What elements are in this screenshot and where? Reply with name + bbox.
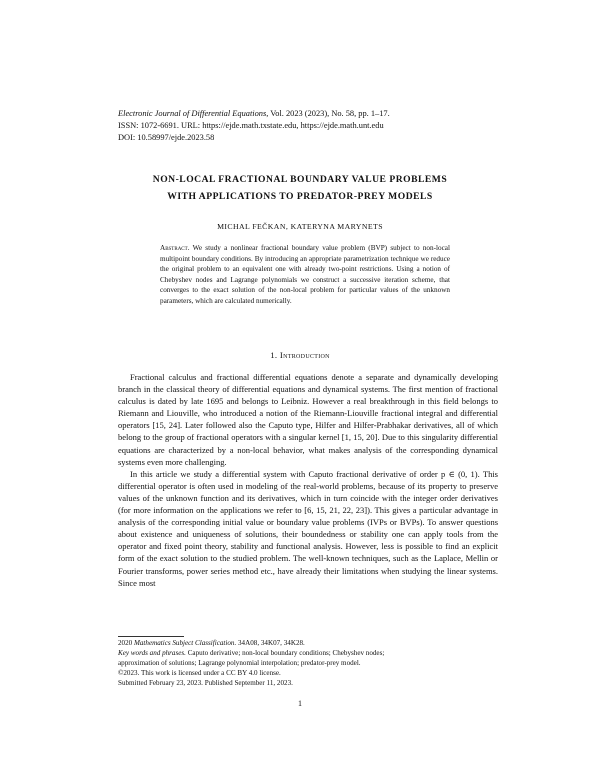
msc-codes: 34A08, 34K07, 34K28. <box>236 639 305 647</box>
section-heading <box>90 350 510 360</box>
msc-label: Mathematics Subject Classification. <box>133 639 237 647</box>
journal-citation: , Vol. 2023 (2023), No. 58, pp. 1–17. <box>266 109 390 118</box>
keywords-label: Key words and phrases. <box>118 649 186 658</box>
doi-line: DOI: 10.58997/ejde.2023.58 <box>118 133 215 143</box>
keywords-line-2: approximation of solutions; Lagrange polynomial interpolation; predator-prey model. <box>118 659 361 668</box>
page-number: 1 <box>298 699 302 708</box>
abstract-text: We study a nonlinear fractional boundary value problem (BVP) subject to non-local multipoint boundary conditions. By introducing an appropriate parametrization technique we reduce the original problem to an equivalent one with already two-point restrictions. Using a notion of Chebyshev nodes and Lagrange polynomials we construct a successive iteration scheme, that converges to the exact solution of the non-local problem for particular values of the unknown parameters, which are calculated numerically. <box>160 244 450 305</box>
copyright-footnote: ©2023. This work is licensed under a CC BY 4.0 license. <box>118 669 281 678</box>
keywords-footnote <box>118 648 498 658</box>
abstract-label: Abstract. <box>160 244 190 252</box>
msc-year: 2020 <box>118 639 134 647</box>
footnotes <box>118 638 498 688</box>
journal-header <box>118 108 498 145</box>
journal-citation-line <box>118 108 498 120</box>
journal-name: Electronic Journal of Differential Equations <box>118 109 267 118</box>
section-title: Introduction <box>279 350 330 360</box>
msc-footnote <box>118 638 498 648</box>
keywords-line-1: Caputo derivative; non-local boundary conditions; Chebyshev nodes; <box>185 649 385 658</box>
footnote-rule <box>118 636 184 637</box>
abstract <box>160 243 450 306</box>
authors: MICHAL FEČKAN, KATERYNA MARYNETS <box>217 222 383 231</box>
paragraph: Fractional calculus and fractional differential equations denote a separate and dynamically developing branch in the classical theory of differential equations and dynamical systems. The first mention of fractional calculus is dated by late 1695 and belongs to Leibniz. However a real breakthrough in this field belongs to Riemann and Liouville, who introduced a notion of the Riemann-Liouville fractional integral and differential operators [15, 24]. Later followed also the Caputo type, Hilfer and Hilfer-Prabhakar derivatives, all of which belong to the group of fractional operators with a singular kernel [1, 15, 20]. Due to this singularity differential equations are characterized by a non-local behavior, what makes analysis of the corresponding dynamical systems even more challenging. <box>118 372 498 467</box>
title-line-1: NON-LOCAL FRACTIONAL BOUNDARY VALUE PROBLEMS <box>152 174 448 185</box>
dates-footnote: Submitted February 23, 2023. Published September 11, 2023. <box>118 679 293 688</box>
paragraph: In this article we study a differential system with Caputo fractional derivative of order p ∈ (0, 1). This differential operator is often used in modeling of the real-world problems, because of its property to preserve values of the unknown function and its derivatives, which in turn coincide with the integer order derivatives (for more information on the applications we refer to [6, 15, 21, 22, 23]). This gives a particular advantage in analysis of the corresponding initial value or boundary value problems (IVPs or BVPs). To answer questions about existence and uniqueness of solutions, their boundedness or stability one can apply tools from the operator and fixed point theory, stability and functional analysis. However, less is possible to find an explicit form of the exact solution to the studied problem. The well-known techniques, such as the Laplace, Mellin or Fourier transforms, power series method etc., have already their limitations when studying the linear systems. Since most <box>118 468 498 588</box>
body-text <box>118 371 498 589</box>
section-number: 1. <box>270 350 278 360</box>
title-line-2: WITH APPLICATIONS TO PREDATOR-PREY MODELS <box>167 190 433 202</box>
issn-url-line: ISSN: 1072-6691. URL: https://ejde.math.txstate.edu, https://ejde.math.unt.edu <box>118 121 384 131</box>
paper-title <box>90 172 510 205</box>
